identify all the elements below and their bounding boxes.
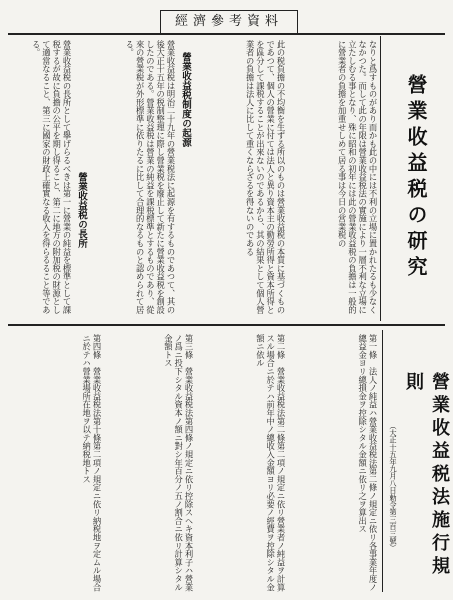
- title-rule-top: [380, 36, 381, 321]
- regulation-article-4: 第四條 營業收益税法第十條第二項ノ規定ニ依リ納税地ヲ定ムル場合ニ於テハ營業場所在地ヲ以テ納税地トス: [81, 334, 102, 592]
- regulation-article-2: 第二條 營業收益税法第二條第二項ノ規定ニ依リ營業者ノ純益ヲ計算スル場合ニ於テハ前年中ノ總收入金額ヨリ必要ノ經費ヲ控除シタル金額ニ依ル: [255, 334, 286, 592]
- header-rule: [8, 33, 445, 35]
- regulations-subtitle: （大正十五年九月八日勅令第三百三號）: [389, 422, 398, 552]
- regulations-title: 營業收益税法施行規則: [403, 372, 450, 579]
- article-top-col-right: なりと爲すものがあり而かも此の中には不利の立場に置かれたるも少なくなかつた。而して此の年限は營業收益税法の實施により一層不利な立場に立たしむる事となり、殊に昭和の初年には此の營業收益税の負擔は一般的に營業者の負擔を加重せしめて居る事は今日の営業税の: [337, 40, 378, 314]
- section-1-body: 營業收益税は明治二十九年の營業税法に起源を有するものであつて、其の後大正十五年の税制整理に際し營業税を廢止して新たに營業收益税を創設したのである。營業收益税は營業の純益を課税標準とするものであり、從來の營業税が外形標準に依りたるに比して合理的なるものと認められて居る。: [124, 40, 176, 314]
- section-2-body: 營業收益税の長所として擧げらるべきは第一に營業の純益を標準として課税するが故に負擔の公平を期し得ること、第二に地方の附加税の財源として適當なること、第三に國家の財政上確實なる收入を得らるること等である。: [31, 40, 72, 314]
- section-divider: [8, 324, 445, 326]
- section-2-heading: 營業收益税の長所: [76, 172, 87, 248]
- article-title: 營業收益税の研究: [404, 74, 428, 282]
- title-rule-bottom: [382, 330, 383, 592]
- article-top-col-middle: 此の税負擔の不均衡を生ずる所以のものは營業收益税の本質に基づくものであつて、個人の營業に付ては法人と異り資本主の勤勞所得と資本所得とを區分して課税することが出來ないのであるから、其の結果として個人營業者の負擔は法人に比して重くならざるを得ないのである: [245, 40, 286, 314]
- regulation-article-1: 第一條 法人ノ純益ハ營業收益税法第二條ノ規定ニ依リ各事業年度ノ總益金ヨリ總損金ヲ控除シタル金額ニ依リ之ヲ算出ス: [357, 334, 378, 592]
- section-1-heading: 營業收益税制度の起源: [180, 52, 191, 147]
- page-header: 經濟參考資料: [160, 10, 298, 34]
- regulation-article-3: 第三條 營業收益税法第四條ノ規定ニ依リ控除スヘキ資本利子ハ營業ノ爲ニ投下シタル資本ノ額ニ對シ年百分ノ五ノ割合ニ依リ計算シタル金額トス: [163, 334, 194, 592]
